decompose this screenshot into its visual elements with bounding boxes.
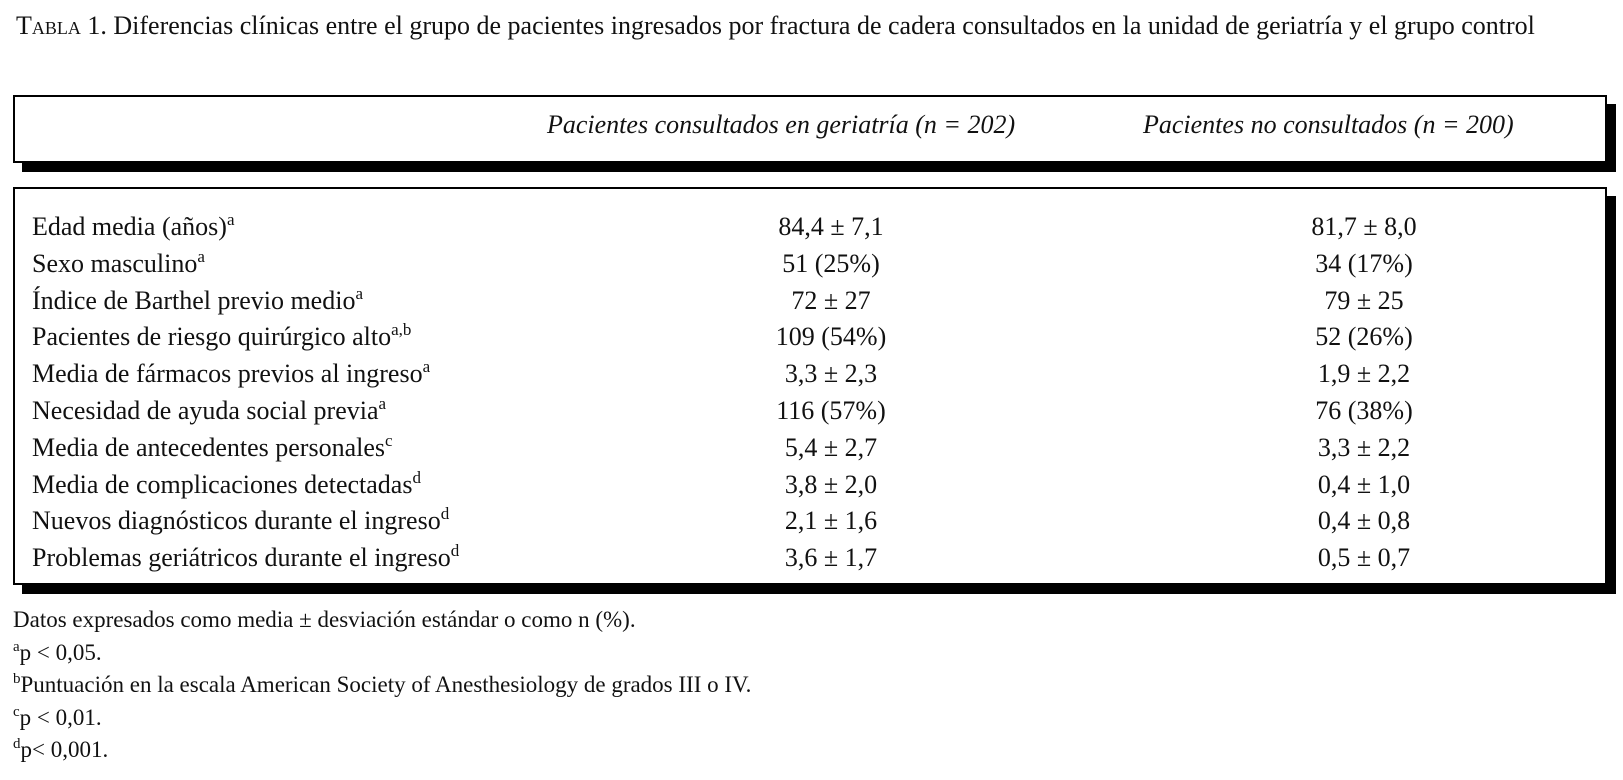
table-row xyxy=(15,540,1605,577)
row-label: Problemas geriátricos durante el ingreso$^d$ xyxy=(32,541,460,573)
footnote-marker: a,b xyxy=(391,320,412,340)
table-row xyxy=(15,319,1605,356)
table-row xyxy=(15,393,1605,430)
footnote-marker: a xyxy=(13,638,20,655)
table-body xyxy=(13,187,1607,585)
cell-consulted: 3,6 ± 1,7 xyxy=(784,543,878,573)
footnote-marker: d xyxy=(13,736,21,752)
row-label: Pacientes de riesgo quirúrgico alto$^{a,b}$ xyxy=(32,320,412,352)
cell-consulted: 3,3 ± 2,3 xyxy=(784,359,878,389)
table-caption-label: Tabla 1. xyxy=(16,11,107,40)
row-label: Sexo masculino$^a$ xyxy=(32,246,205,278)
table-rows xyxy=(15,209,1605,577)
footnote-marker: a xyxy=(226,210,235,229)
footnote-marker: d xyxy=(440,504,450,524)
table-notes xyxy=(13,604,751,767)
cell-not-consulted: 79 ± 25 xyxy=(1324,285,1404,315)
footnote-marker: a xyxy=(422,357,431,377)
cell-consulted: 3,8 ± 2,0 xyxy=(784,469,878,499)
row-label: Media de complicaciones detectadas$^d$ xyxy=(32,467,421,499)
row-label: Media de antecedentes personales$^c$ xyxy=(32,430,393,462)
cell-consulted: 5,4 ± 2,7 xyxy=(784,432,878,462)
table-row xyxy=(15,503,1605,540)
footnote: $^b$Puntuación en la escala American Society of Anesthesiology de grados III o IV. xyxy=(13,671,752,697)
cell-consulted: 2,1 ± 1,6 xyxy=(784,506,878,536)
footnote: $^c$p < 0,01. xyxy=(13,703,102,730)
column-header-not-consulted: Pacientes no consultados (n = 200) xyxy=(1143,110,1514,139)
row-label: Índice de Barthel previo medio$^a$ xyxy=(32,283,363,315)
cell-consulted: 84,4 ± 7,1 xyxy=(778,212,884,241)
cell-not-consulted: 0,5 ± 0,7 xyxy=(1317,543,1411,573)
table-caption xyxy=(16,8,1606,44)
cell-consulted: 72 ± 27 xyxy=(791,285,871,315)
table-header xyxy=(13,95,1607,163)
row-label: Nuevos diagnósticos durante el ingreso$^d$ xyxy=(32,504,450,536)
footnote-marker: d xyxy=(412,467,421,487)
cell-not-consulted: 3,3 ± 2,2 xyxy=(1317,432,1411,462)
footnote-marker: a xyxy=(197,246,205,266)
table-row xyxy=(15,467,1605,504)
footnote-marker: c xyxy=(385,430,393,450)
cell-consulted: 116 (57%) xyxy=(776,395,886,425)
table-row xyxy=(15,356,1605,393)
cell-consulted: 109 (54%) xyxy=(775,322,887,352)
cell-not-consulted: 76 (38%) xyxy=(1315,395,1413,425)
cell-not-consulted: 0,4 ± 1,0 xyxy=(1317,469,1411,499)
footnote-marker: a xyxy=(355,283,363,303)
cell-consulted: 51 (25%) xyxy=(782,248,880,278)
row-label: Edad media (años)$^a$ xyxy=(32,210,235,241)
column-header-consulted: Pacientes consultados en geriatría (n = 202) xyxy=(547,110,1016,139)
table-row xyxy=(15,246,1605,283)
cell-not-consulted: 81,7 ± 8,0 xyxy=(1311,212,1417,241)
table-row xyxy=(15,209,1605,246)
cell-not-consulted: 34 (17%) xyxy=(1315,248,1413,278)
footnote: $^a$p < 0,05. xyxy=(13,638,102,665)
cell-not-consulted: 52 (26%) xyxy=(1315,322,1413,352)
table-caption-text: Diferencias clínicas entre el grupo de pacientes ingresados por fractura de cadera consultados en la unidad de geriatría y el grupo control xyxy=(113,11,1535,40)
footnote: $^d$p< 0,001. xyxy=(13,736,109,762)
table-row xyxy=(15,283,1605,320)
row-label: Media de fármacos previos al ingreso$^a$ xyxy=(32,357,431,389)
footnote-marker: b xyxy=(13,671,21,687)
footnote-marker: a xyxy=(378,393,387,413)
row-label: Necesidad de ayuda social previa$^a$ xyxy=(32,393,387,425)
notes-intro: Datos expresados como media ± desviación estándar o como n (%). xyxy=(13,607,636,632)
cell-not-consulted: 1,9 ± 2,2 xyxy=(1317,359,1411,389)
table-row xyxy=(15,430,1605,467)
footnote-marker: d xyxy=(450,541,460,561)
footnote-marker: c xyxy=(13,703,20,720)
cell-not-consulted: 0,4 ± 0,8 xyxy=(1317,506,1411,536)
